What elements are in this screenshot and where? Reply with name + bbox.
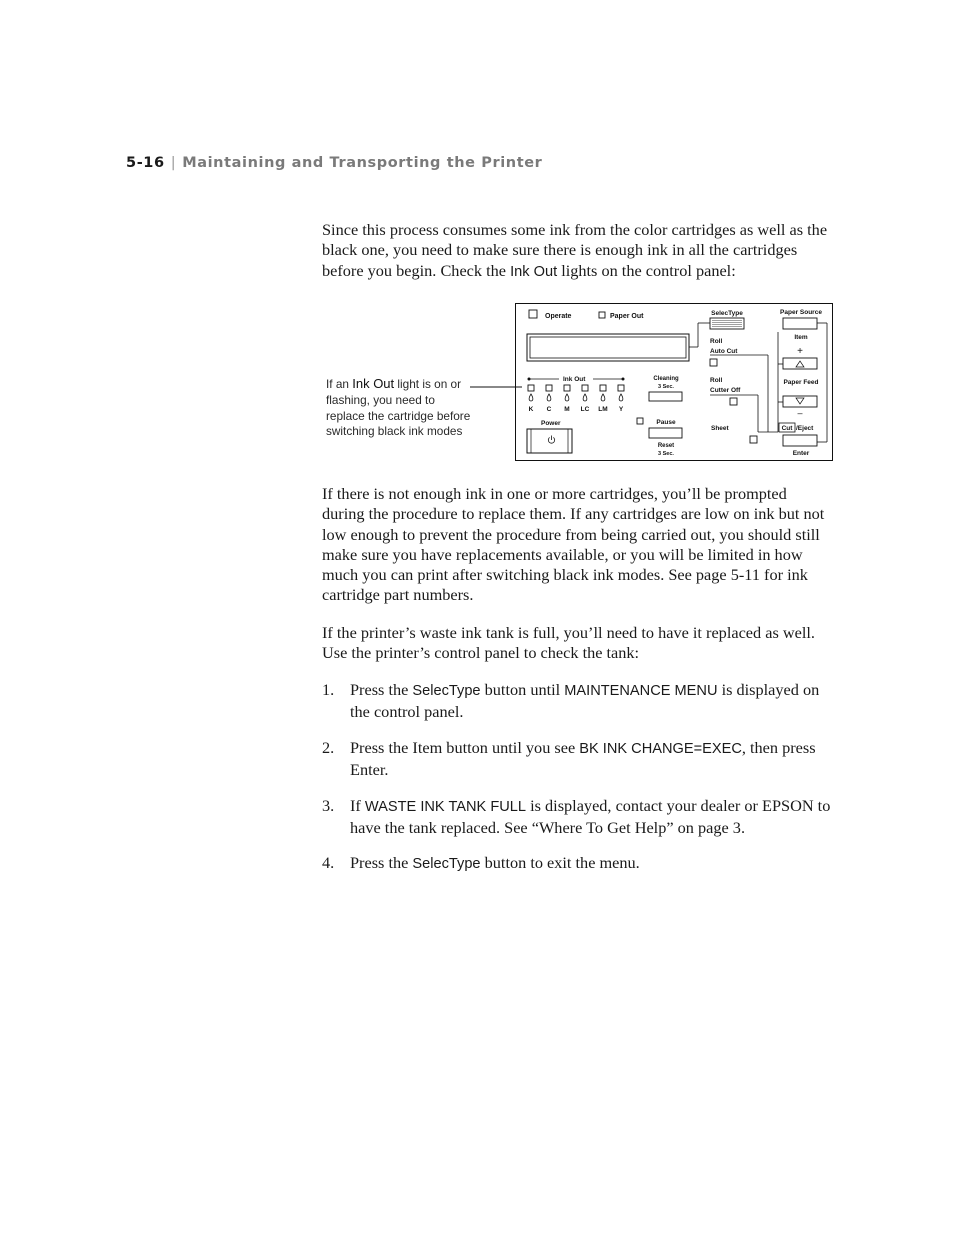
ink-out-callout bbox=[326, 376, 476, 440]
step-text-part: button to exit the menu. bbox=[480, 853, 640, 872]
control-panel-diagram bbox=[470, 302, 836, 469]
ink-light-lm bbox=[598, 385, 607, 413]
ink-out-light bbox=[546, 385, 552, 391]
ink-drop-icon bbox=[583, 394, 587, 401]
pause-reset-button[interactable] bbox=[649, 428, 682, 438]
page-number: 5-16 bbox=[126, 155, 165, 171]
ink-out-light bbox=[582, 385, 588, 391]
step-text-part: is displayed, contact your dealer or EPSON to have the tank replaced. See “Where To Get Help” on page 3. bbox=[350, 796, 831, 837]
step-text bbox=[350, 853, 832, 875]
lcd-display bbox=[530, 337, 686, 358]
roll-cutter-off-light bbox=[730, 398, 737, 405]
intro-text-end: lights on the control panel: bbox=[557, 260, 736, 280]
power-switch-inner bbox=[531, 429, 568, 453]
ink-drop-icon bbox=[547, 394, 551, 401]
selectype-term: SelecType bbox=[412, 683, 481, 699]
ink-light-lc bbox=[581, 385, 590, 413]
minus-sign: – bbox=[797, 408, 803, 418]
power-switch[interactable] bbox=[527, 429, 572, 453]
roll-cutter-off-label: Roll bbox=[710, 377, 723, 384]
waste-ink-tank-full-term: WASTE INK TANK FULL bbox=[364, 799, 527, 815]
callout-text-end: light is on or flashing, you need to replace the cartridge before switching black ink modes bbox=[326, 377, 471, 439]
ink-out-light bbox=[528, 385, 534, 391]
step-number: 2. bbox=[322, 738, 335, 757]
intro-paragraph bbox=[322, 220, 832, 282]
cut-label: Cut bbox=[781, 425, 793, 432]
power-icon bbox=[548, 436, 554, 444]
paper-feed-up-button[interactable] bbox=[783, 358, 817, 369]
selectype-button[interactable] bbox=[710, 318, 744, 329]
sheet-label: Sheet bbox=[711, 425, 729, 432]
step-text-part: button until bbox=[480, 680, 565, 699]
section-title: Maintaining and Transporting the Printer bbox=[182, 155, 543, 171]
ink-color-label: M bbox=[564, 406, 570, 413]
paper-out-light bbox=[599, 312, 605, 318]
eject-label: /Eject bbox=[796, 425, 814, 432]
header-separator: | bbox=[170, 155, 177, 171]
ink-drop-icon bbox=[619, 394, 623, 401]
paper-source-label: Paper Source bbox=[780, 309, 822, 316]
step-text-part: Press the bbox=[350, 853, 413, 872]
auto-cut-label: Auto Cut bbox=[710, 348, 738, 355]
running-header bbox=[126, 155, 542, 171]
step-number: 3. bbox=[322, 796, 335, 815]
step-text-part: Press the bbox=[350, 680, 413, 699]
sheet-light bbox=[750, 436, 757, 443]
bk-ink-change-term: BK INK CHANGE=EXEC bbox=[579, 741, 742, 757]
ink-out-light bbox=[600, 385, 606, 391]
waste-tank-paragraph: If the printer’s waste ink tank is full, you’ll need to have it replaced as well. Use the printer’s control panel to check the tank: bbox=[322, 623, 815, 663]
pause-label: Pause bbox=[656, 419, 676, 426]
triangle-up-icon bbox=[796, 361, 804, 367]
step-3 bbox=[322, 796, 832, 838]
paper-feed-label: Paper Feed bbox=[783, 379, 819, 386]
callout-ink-out-term: Ink Out bbox=[352, 376, 395, 391]
step-1 bbox=[322, 680, 832, 722]
ink-light-k bbox=[528, 385, 534, 413]
selectype-label: SelecType bbox=[711, 310, 743, 317]
step-2 bbox=[322, 738, 832, 780]
enter-label: Enter bbox=[792, 450, 810, 457]
step-text bbox=[350, 796, 832, 838]
operate-light bbox=[529, 310, 537, 318]
cleaning-label: Cleaning bbox=[653, 376, 679, 382]
cleaning-time-label: 3 Sec. bbox=[658, 384, 674, 390]
ink-color-label: C bbox=[546, 406, 552, 413]
selectype-term: SelecType bbox=[412, 856, 481, 872]
ink-color-label: K bbox=[528, 406, 534, 413]
ink-out-light bbox=[564, 385, 570, 391]
ink-color-label: Y bbox=[618, 406, 624, 413]
cut-eject-enter-button[interactable] bbox=[783, 435, 817, 446]
ink-out-term: Ink Out bbox=[510, 263, 558, 280]
ink-color-label: LM bbox=[598, 406, 608, 413]
reset-label: Reset bbox=[657, 443, 675, 449]
step-number: 4. bbox=[322, 853, 335, 872]
paper-feed-down-button[interactable] bbox=[783, 396, 817, 407]
reset-time-label: 3 Sec. bbox=[658, 451, 674, 457]
ink-light-y bbox=[618, 385, 624, 413]
ink-out-bracket-dot-right bbox=[622, 378, 625, 381]
paper-out-label: Paper Out bbox=[610, 313, 644, 320]
ink-light-m bbox=[564, 385, 570, 413]
item-label: Item bbox=[794, 334, 808, 341]
paper-source-button[interactable] bbox=[783, 318, 817, 329]
step-number: 1. bbox=[322, 680, 335, 699]
cutter-off-label: Cutter Off bbox=[710, 387, 741, 394]
step-text-part: Press the Item button until you see bbox=[350, 738, 580, 757]
intro-text: Since this process consumes some ink from the color cartridges as well as the black one, you need to make sure there is enough ink in all the cartridges before you begin. Check the bbox=[322, 220, 828, 280]
step-text bbox=[350, 738, 832, 780]
step-text-part: If bbox=[350, 796, 365, 815]
ink-out-label: Ink Out bbox=[563, 376, 586, 383]
operate-label: Operate bbox=[545, 313, 572, 320]
ink-out-bracket-dot-left bbox=[528, 378, 531, 381]
roll-auto-cut-label: Roll bbox=[710, 338, 723, 345]
ink-drop-icon bbox=[529, 394, 533, 401]
pause-light bbox=[637, 418, 643, 424]
ink-drop-icon bbox=[601, 394, 605, 401]
maintenance-menu-term: MAINTENANCE MENU bbox=[564, 683, 718, 699]
control-panel-svg bbox=[470, 302, 836, 464]
callout-text: If an bbox=[326, 377, 353, 391]
step-text bbox=[350, 680, 832, 722]
step-text-part: is displayed on the control panel. bbox=[350, 680, 820, 721]
plus-sign: + bbox=[797, 346, 803, 357]
ink-color-label: LC bbox=[580, 406, 590, 413]
roll-auto-cut-light bbox=[710, 359, 717, 366]
power-label: Power bbox=[541, 420, 561, 427]
step-4 bbox=[322, 853, 832, 875]
lcd-display-outer bbox=[527, 334, 689, 361]
ink-light-c bbox=[546, 385, 552, 413]
ink-out-light bbox=[618, 385, 624, 391]
ink-drop-icon bbox=[565, 394, 569, 401]
step-text-part: , then press Enter. bbox=[350, 738, 816, 779]
triangle-down-icon bbox=[796, 398, 804, 404]
cartridge-paragraph: If there is not enough ink in one or more cartridges, you’ll be prompted during the procedure to replace them. If any cartridges are low on ink but not low enough to prevent the procedure from being carried out, you should still make sure you have replacements available, or you will be limited in how much you can print after switching black ink modes. See page 5-11 for ink cartridge part numbers. bbox=[322, 484, 825, 605]
cleaning-button[interactable] bbox=[649, 392, 682, 401]
